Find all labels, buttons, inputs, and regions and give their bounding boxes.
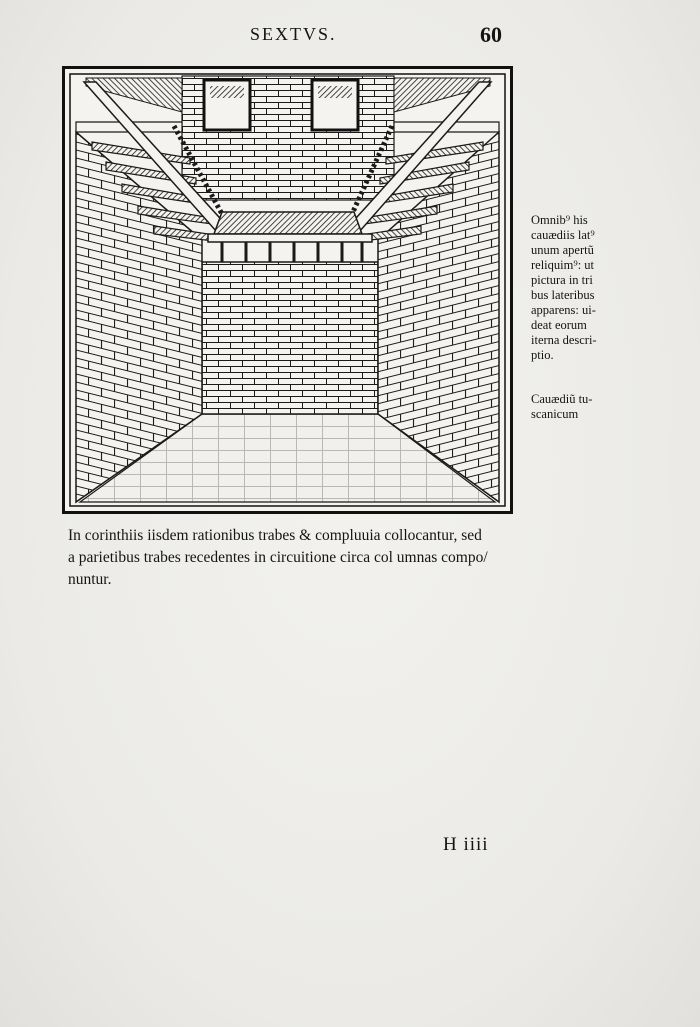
back-wall bbox=[202, 262, 378, 414]
body-paragraph: In corinthiis iisdem rationibus trabes & compluuia collocantur, sed a parietibus trabes recedentes in circuitione circa col umnas compo/ nuntur. bbox=[68, 527, 488, 588]
marginal-note: Cauædiũ tu- scanicum bbox=[531, 392, 593, 421]
running-head: SEXTVS. bbox=[250, 24, 337, 44]
signature-mark: H iiii bbox=[443, 834, 489, 855]
page-header bbox=[0, 22, 700, 52]
page-number: 60 bbox=[480, 22, 502, 47]
roof-tiles bbox=[214, 212, 362, 234]
woodcut-illustration bbox=[62, 66, 513, 514]
marginal-note: Omnib⁹ his cauædiis lat⁹ unum apertũ reliquim⁹: ut pictura in tri bus lateribus apparens: ui- deat eorum iterna descri- ptio. bbox=[531, 213, 597, 362]
